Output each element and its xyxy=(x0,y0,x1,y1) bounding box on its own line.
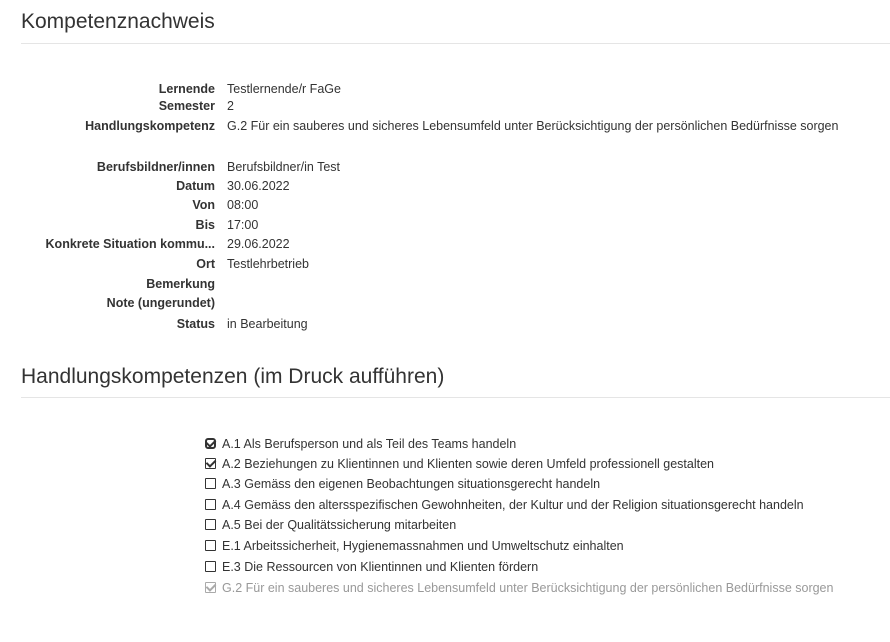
field-label: Handlungskompetenz xyxy=(85,119,215,133)
field-value: Berufsbildner/in Test xyxy=(227,160,341,174)
field-value: in Bearbeitung xyxy=(227,317,308,331)
field-label: Konkrete Situation kommu... xyxy=(45,237,215,251)
divider xyxy=(21,43,890,44)
field-label: Semester xyxy=(158,99,215,113)
competency-item-a3[interactable] xyxy=(205,476,600,493)
checkbox-checked[interactable] xyxy=(205,458,216,469)
competency-label: A.2 Beziehungen zu Klientinnen und Klienten sowie deren Umfeld professionell gestalten xyxy=(222,457,714,471)
checkbox-checked[interactable] xyxy=(205,438,216,449)
field-label: Von xyxy=(192,198,215,212)
field-value: G.2 Für ein sauberes und sicheres Lebensumfeld unter Berücksichtigung der persönlichen Bedürfnisse sorgen xyxy=(227,119,839,133)
competency-item-a4[interactable] xyxy=(205,497,804,514)
competency-label: A.1 Als Berufsperson und als Teil des Teams handeln xyxy=(222,437,517,451)
divider xyxy=(21,397,890,398)
field-label: Datum xyxy=(176,179,215,193)
competency-item-e3[interactable] xyxy=(205,559,538,576)
field-label: Ort xyxy=(196,257,215,271)
field-value: Testlernende/r FaGe xyxy=(227,82,341,96)
field-label: Note (ungerundet) xyxy=(106,296,215,310)
competency-label: A.3 Gemäss den eigenen Beobachtungen situationsgerecht handeln xyxy=(222,477,601,491)
checkbox-unchecked[interactable] xyxy=(205,540,216,551)
competency-item-a1[interactable] xyxy=(205,436,516,453)
competency-item-a5[interactable] xyxy=(205,517,456,534)
competency-label: A.4 Gemäss den altersspezifischen Gewohnheiten, der Kultur und der Religion situationsgerecht handeln xyxy=(222,498,804,512)
field-label: Lernende xyxy=(158,82,215,96)
section-title-handlungskompetenzen: Handlungskompetenzen (im Druck aufführen) xyxy=(21,365,445,388)
competency-item-g2 xyxy=(205,580,880,597)
field-label: Status xyxy=(176,317,215,331)
competency-label: E.3 Die Ressourcen von Klientinnen und Klienten fördern xyxy=(222,560,539,574)
competency-label: E.1 Arbeitssicherheit, Hygienemassnahmen und Umweltschutz einhalten xyxy=(222,539,624,553)
field-value: 2 xyxy=(227,99,234,113)
competency-item-a2[interactable] xyxy=(205,456,714,473)
competency-item-e1[interactable] xyxy=(205,538,624,555)
field-value: 29.06.2022 xyxy=(227,237,290,251)
field-label: Berufsbildner/innen xyxy=(96,160,215,174)
competency-label: A.5 Bei der Qualitätssicherung mitarbeiten xyxy=(222,518,457,532)
checkbox-unchecked[interactable] xyxy=(205,519,216,530)
field-value: 08:00 xyxy=(227,198,259,212)
field-value: 17:00 xyxy=(227,218,259,232)
field-value: 30.06.2022 xyxy=(227,179,290,193)
checkbox-unchecked[interactable] xyxy=(205,561,216,572)
checkbox-unchecked[interactable] xyxy=(205,499,216,510)
field-value: Testlehrbetrieb xyxy=(227,257,309,271)
checkbox-checked-disabled xyxy=(205,582,216,593)
section-title-kompetenznachweis: Kompetenznachweis xyxy=(21,10,215,33)
checkbox-unchecked[interactable] xyxy=(205,478,216,489)
competency-label: G.2 Für ein sauberes und sicheres Lebensumfeld unter Berücksichtigung der persönlichen Bedürfnisse sorgen xyxy=(222,581,834,595)
field-label: Bemerkung xyxy=(146,277,215,291)
field-label: Bis xyxy=(195,218,215,232)
